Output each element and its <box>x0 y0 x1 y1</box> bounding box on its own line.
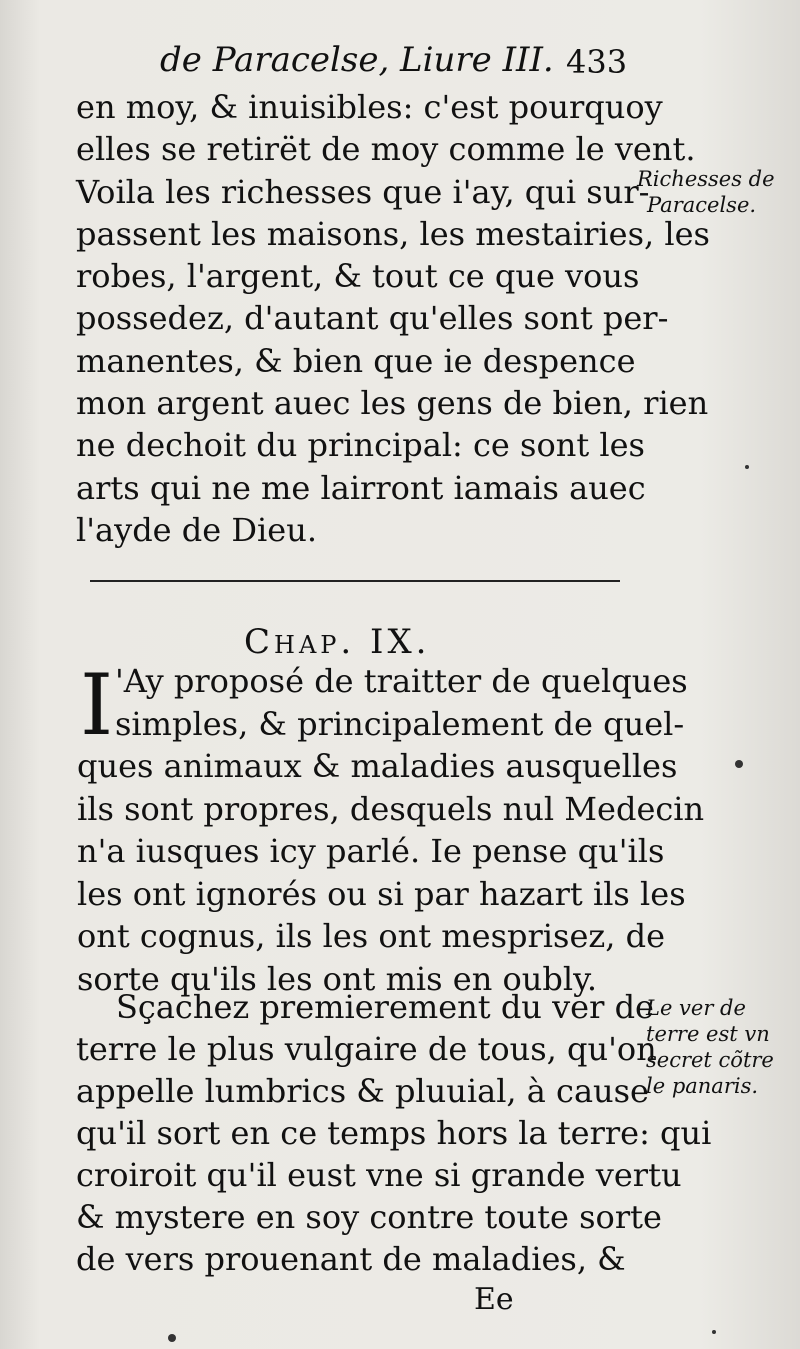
ink-speck <box>712 1330 716 1334</box>
text-line: l'ayde de Dieu. <box>76 510 317 549</box>
chapter-heading: Chap. IX. <box>244 622 431 662</box>
text-line: possedez, d'autant qu'elles sont per- <box>76 299 669 338</box>
text-line: elles se retirët de moy comme le vent. <box>76 130 696 169</box>
text-block-2 <box>77 660 705 1000</box>
text-line: de vers prouenant de maladies, & <box>76 1240 626 1278</box>
text-line: les ont ignorés ou si par hazart ils les <box>77 874 686 913</box>
drop-cap: I <box>80 656 114 754</box>
text-line: qu'il sort en ce temps hors la terre: qui <box>76 1114 712 1152</box>
running-head: de Paracelse, Liure III. <box>160 40 554 80</box>
text-line: Sçachez premierement du ver de <box>116 988 654 1026</box>
text-line: sorte qu'ils les ont mis en oubly. <box>77 959 598 998</box>
margin-note-line: le panaris. <box>646 1074 759 1098</box>
text-line: arts qui ne me lairront iamais auec <box>76 468 646 507</box>
text-line: simples, & principalement de quel- <box>115 704 685 743</box>
margin-note-richesses <box>637 166 775 218</box>
text-line: ne dechoit du principal: ce sont les <box>76 426 645 465</box>
text-line: n'a iusques icy parlé. Ie pense qu'ils <box>77 832 665 870</box>
text-line: passent les maisons, les mestairies, les <box>76 214 710 253</box>
margin-note-line: Richesses de <box>637 167 775 191</box>
catchword: Ee <box>474 1282 514 1317</box>
margin-note-line: secret cõtre <box>646 1048 774 1072</box>
text-line: ont cognus, ils les ont mesprisez, de <box>77 917 665 955</box>
margin-note-line: Le ver de <box>646 996 746 1020</box>
text-line: appelle lumbrics & pluuial, à cause <box>76 1072 649 1110</box>
ink-speck <box>735 760 743 768</box>
text-line: robes, l'argent, & tout ce que vous <box>76 257 640 296</box>
text-line: mon argent auec les gens de bien, rien <box>76 384 709 423</box>
ink-speck <box>745 465 749 469</box>
text-line: croiroit qu'il eust vne si grande vertu <box>76 1156 682 1194</box>
page-number: 433 <box>566 43 628 81</box>
text-line: Voila les richesses que i'ay, qui sur- <box>76 172 650 211</box>
section-divider <box>90 580 620 582</box>
text-line: & mystere en soy contre toute sorte <box>76 1198 662 1236</box>
text-line: ques animaux & maladies ausquelles <box>77 747 678 785</box>
ink-speck <box>168 1334 176 1342</box>
margin-note-ver-de-terre <box>646 995 774 1099</box>
text-line: ils sont propres, desquels nul Medecin <box>77 789 705 828</box>
text-line: manentes, & bien que ie despence <box>76 341 636 380</box>
text-line: terre le plus vulgaire de tous, qu'on <box>76 1030 657 1068</box>
text-line: en moy, & inuisibles: c'est pourquoy <box>76 88 663 126</box>
margin-note-line: terre est vn <box>646 1022 770 1046</box>
margin-note-line: Paracelse. <box>647 193 757 217</box>
text-line: 'Ay proposé de traitter de quelques <box>115 662 688 700</box>
